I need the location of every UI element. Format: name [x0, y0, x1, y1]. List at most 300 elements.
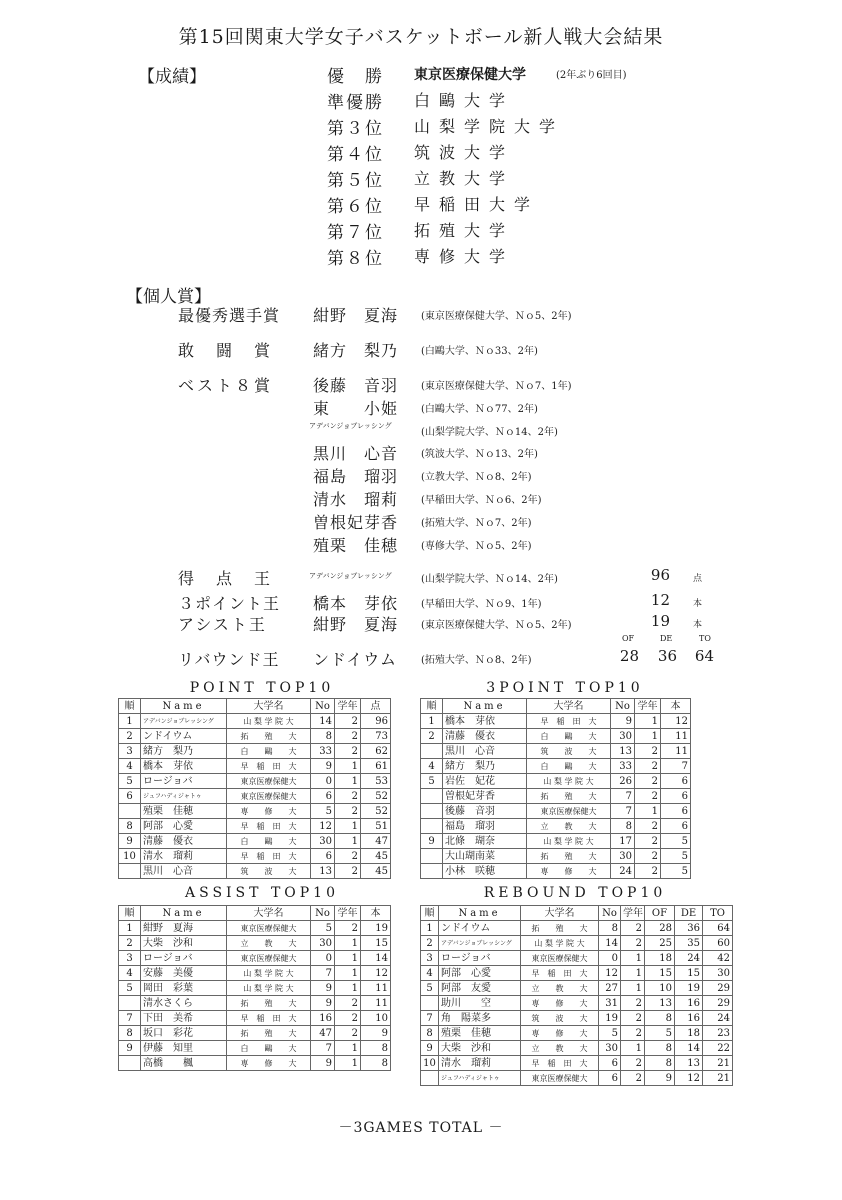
- table-header-cell: No: [311, 699, 335, 714]
- table-cell: 24: [703, 1011, 733, 1026]
- table-cell: 東京医療保健大: [227, 789, 311, 804]
- table-row: [119, 789, 391, 804]
- table-cell: 筑 波 大: [521, 1011, 599, 1026]
- best8-player-name: 曽根妃芽香: [313, 513, 399, 532]
- three-table-title: 3POINT TOP10: [486, 680, 644, 696]
- table-cell: 2: [335, 714, 361, 729]
- rebound-to: 64: [694, 647, 714, 665]
- table-cell: 5: [661, 849, 691, 864]
- table-row: [421, 819, 691, 834]
- table-cell: 山 梨 学 院 大: [227, 966, 311, 981]
- table-cell: 10: [645, 981, 675, 996]
- table-cell: 8: [645, 1056, 675, 1071]
- table-cell: 35: [675, 936, 703, 951]
- table-cell: 12: [361, 966, 391, 981]
- table-cell: 山 梨 学 院 大: [527, 834, 611, 849]
- table-cell: 筑 波 大: [227, 864, 311, 879]
- table-cell: [421, 804, 443, 819]
- table-cell: 山 梨 学 院 大: [227, 714, 311, 729]
- table-cell: 後藤 音羽: [443, 804, 527, 819]
- table-cell: 早 稲 田 大: [521, 966, 599, 981]
- table-row: [119, 729, 391, 744]
- table-cell: 31: [599, 996, 621, 1011]
- table-cell: 13: [645, 996, 675, 1011]
- table-cell: 12: [599, 966, 621, 981]
- table-cell: アデバンジョブレッシング: [141, 714, 227, 729]
- table-header-cell: 大学名: [521, 906, 599, 921]
- table-cell: 6: [661, 789, 691, 804]
- table-cell: 9: [311, 1056, 335, 1071]
- table-cell: 紺野 夏海: [141, 921, 227, 936]
- table-cell: 2: [421, 936, 439, 951]
- table-cell: 清水さくら: [141, 996, 227, 1011]
- table-cell: 2: [335, 1026, 361, 1041]
- table-cell: 坂口 彩花: [141, 1026, 227, 1041]
- table-header-cell: 順: [421, 906, 439, 921]
- table-cell: 山 梨 学 院 大: [227, 981, 311, 996]
- table-cell: 22: [703, 1041, 733, 1056]
- table-cell: ロージョバ: [141, 951, 227, 966]
- table-cell: 3: [421, 951, 439, 966]
- table-row: [421, 789, 691, 804]
- table-cell: 下田 美希: [141, 1011, 227, 1026]
- table-row: [119, 996, 391, 1011]
- rank-label: 第３位: [327, 119, 384, 139]
- table-cell: 清藤 優衣: [141, 834, 227, 849]
- table-cell: 白 鷗 大: [527, 729, 611, 744]
- table-header-cell: Name: [439, 906, 521, 921]
- table-cell: 伊藤 知里: [141, 1041, 227, 1056]
- table-cell: 2: [621, 1071, 645, 1086]
- table-cell: 1: [635, 714, 661, 729]
- table-cell: 7: [421, 1011, 439, 1026]
- table-cell: 3: [119, 744, 141, 759]
- table-cell: 拓 殖 大: [521, 921, 599, 936]
- table-row: [421, 729, 691, 744]
- table-cell: 2: [621, 921, 645, 936]
- table-cell: 14: [311, 714, 335, 729]
- table-cell: 73: [361, 729, 391, 744]
- table-cell: 1: [119, 921, 141, 936]
- table-cell: 4: [119, 759, 141, 774]
- three-unit: 本: [693, 599, 703, 609]
- table-row: [421, 744, 691, 759]
- table-row: [119, 834, 391, 849]
- table-cell: 0: [311, 774, 335, 789]
- rank-school: 白鷗大学: [414, 91, 515, 110]
- table-cell: 7: [119, 1011, 141, 1026]
- table-cell: 白 鷗 大: [227, 1041, 311, 1056]
- table-cell: 1: [335, 774, 361, 789]
- table-cell: 北條 瑚奈: [443, 834, 527, 849]
- table-cell: 助川 空: [439, 996, 521, 1011]
- table-cell: 2: [119, 729, 141, 744]
- table-cell: 2: [621, 936, 645, 951]
- table-cell: ンドイウム: [141, 729, 227, 744]
- table-cell: 8: [611, 819, 635, 834]
- table-cell: 2: [119, 936, 141, 951]
- table-header-cell: No: [611, 699, 635, 714]
- table-cell: 5: [599, 1026, 621, 1041]
- table-cell: 2: [421, 729, 443, 744]
- results-heading: 【成績】: [138, 67, 206, 87]
- table-row: [421, 804, 691, 819]
- table-cell: 1: [335, 951, 361, 966]
- rebound-table-title: REBOUND TOP10: [483, 885, 667, 901]
- rank-label: 第７位: [327, 223, 384, 243]
- mvp-label: 最優秀選手賞: [178, 306, 281, 325]
- rank-note: (2年ぶり6回目): [556, 70, 627, 81]
- table-header-cell: 順: [119, 906, 141, 921]
- table-cell: 30: [311, 834, 335, 849]
- rebound-of: 28: [619, 647, 639, 665]
- table-cell: 大柴 沙和: [439, 1041, 521, 1056]
- table-cell: 13: [311, 864, 335, 879]
- table-cell: 36: [675, 921, 703, 936]
- table-cell: 29: [703, 996, 733, 1011]
- table-cell: 24: [611, 864, 635, 879]
- table-cell: 45: [361, 864, 391, 879]
- table-header-cell: DE: [675, 906, 703, 921]
- table-cell: 早 稲 田 大: [227, 1011, 311, 1026]
- table-row: [421, 834, 691, 849]
- table-cell: 33: [611, 759, 635, 774]
- table-cell: 立 教 大: [527, 819, 611, 834]
- table-cell: 早 稲 田 大: [521, 1056, 599, 1071]
- table-cell: 緒方 梨乃: [141, 744, 227, 759]
- table-cell: 8: [311, 729, 335, 744]
- table-row: [119, 849, 391, 864]
- best8-player-name: 東 小姫: [313, 399, 399, 418]
- table-cell: [421, 996, 439, 1011]
- table-cell: [119, 864, 141, 879]
- table-cell: 山 梨 学 院 大: [527, 774, 611, 789]
- table-cell: 2: [621, 1026, 645, 1041]
- table-cell: 28: [645, 921, 675, 936]
- table-cell: 2: [335, 864, 361, 879]
- rank-school: 立教大学: [414, 169, 515, 188]
- table-cell: 安藤 美優: [141, 966, 227, 981]
- best8-player-info: (東京医療保健大学、Ｎｏ7、1年): [421, 381, 572, 392]
- assist-value: 19: [650, 612, 670, 630]
- table-row: [421, 966, 733, 981]
- fighting-label: 敢 闘 賞: [178, 341, 274, 360]
- table-cell: 11: [661, 744, 691, 759]
- table-cell: 6: [599, 1071, 621, 1086]
- table-cell: 早 稲 田 大: [227, 819, 311, 834]
- table-cell: 8: [599, 921, 621, 936]
- table-header-cell: 順: [119, 699, 141, 714]
- fighting-name: 緒方 梨乃: [313, 341, 399, 360]
- table-cell: 64: [703, 921, 733, 936]
- table-cell: 13: [611, 744, 635, 759]
- table-cell: 7: [311, 966, 335, 981]
- table-cell: 2: [335, 804, 361, 819]
- table-row: [421, 849, 691, 864]
- table-header-row: [119, 906, 391, 921]
- table-cell: 1: [335, 966, 361, 981]
- table-cell: 9: [311, 996, 335, 1011]
- best8-player-info: (立教大学、Ｎｏ8、2年): [421, 472, 532, 483]
- table-cell: 51: [361, 819, 391, 834]
- table-cell: ジュフハディジャトゥ: [141, 789, 227, 804]
- table-cell: 専 修 大: [227, 1056, 311, 1071]
- rebound-info: (拓殖大学、Ｎｏ8、2年): [421, 655, 532, 666]
- table-cell: 33: [311, 744, 335, 759]
- assist-table-title: ASSIST TOP10: [184, 885, 339, 901]
- table-cell: 阿部 心愛: [439, 966, 521, 981]
- table-header-cell: No: [599, 906, 621, 921]
- table-cell: 1: [335, 981, 361, 996]
- assist-label: アシスト王: [178, 615, 267, 634]
- table-cell: 2: [335, 921, 361, 936]
- table-row: [421, 1026, 733, 1041]
- table-row: [119, 936, 391, 951]
- table-cell: 6: [311, 849, 335, 864]
- table-cell: 白 鷗 大: [527, 759, 611, 774]
- table-cell: [421, 744, 443, 759]
- table-cell: 東京医療保健大: [521, 1071, 599, 1086]
- table-row: [421, 864, 691, 879]
- table-cell: 10: [119, 849, 141, 864]
- table-header-cell: 学年: [621, 906, 645, 921]
- rank-school: 早稲田大学: [414, 195, 540, 214]
- table-row: [421, 951, 733, 966]
- table-cell: 47: [311, 1026, 335, 1041]
- table-cell: 4: [421, 759, 443, 774]
- table-cell: 2: [635, 864, 661, 879]
- table-cell: 45: [361, 849, 391, 864]
- table-cell: 早 稲 田 大: [227, 849, 311, 864]
- table-cell: ジュフハディジャトゥ: [439, 1071, 521, 1086]
- table-cell: 5: [311, 804, 335, 819]
- table-header-row: [421, 699, 691, 714]
- best8-player-name: 福島 瑠羽: [313, 467, 399, 486]
- table-cell: 11: [361, 981, 391, 996]
- table-cell: 8: [421, 1026, 439, 1041]
- best8-player-info: (山梨学院大学、Ｎｏ14、2年): [421, 427, 558, 438]
- table-cell: 53: [361, 774, 391, 789]
- table-cell: 橋本 芽依: [141, 759, 227, 774]
- table-header-cell: TO: [703, 906, 733, 921]
- table-cell: 14: [361, 951, 391, 966]
- table-cell: 8: [361, 1041, 391, 1056]
- table-header-cell: Name: [141, 906, 227, 921]
- table-cell: 9: [611, 714, 635, 729]
- rebound-to-header: TO: [699, 634, 711, 643]
- best8-label: ベスト８賞: [178, 376, 274, 395]
- table-row: [119, 1026, 391, 1041]
- table-cell: 1: [335, 1056, 361, 1071]
- table-row: [119, 714, 391, 729]
- table-cell: 2: [635, 834, 661, 849]
- table-cell: 1: [335, 834, 361, 849]
- scoring-name: アデバンジョブレッシング: [309, 572, 392, 580]
- table-cell: 10: [421, 1056, 439, 1071]
- table-cell: 1: [421, 714, 443, 729]
- table-cell: 2: [635, 819, 661, 834]
- rank-label: 準優勝: [327, 93, 384, 113]
- table-cell: 大山瑚南菜: [443, 849, 527, 864]
- best8-player-info: (筑波大学、Ｎｏ13、2年): [421, 449, 538, 460]
- table-cell: 阿部 友愛: [439, 981, 521, 996]
- best8-player-info: (専修大学、Ｎｏ5、2年): [421, 541, 532, 552]
- table-cell: 12: [311, 819, 335, 834]
- table-cell: 2: [335, 744, 361, 759]
- table-cell: 1: [621, 966, 645, 981]
- table-row: [421, 936, 733, 951]
- table-cell: 3: [119, 951, 141, 966]
- rank-label: 第６位: [327, 197, 384, 217]
- table-cell: 拓 殖 大: [227, 996, 311, 1011]
- table-cell: 62: [361, 744, 391, 759]
- table-cell: 東京医療保健大: [521, 951, 599, 966]
- table-cell: 清水 瑠莉: [439, 1056, 521, 1071]
- table-cell: 清水 瑠莉: [141, 849, 227, 864]
- scoring-info: (山梨学院大学、Ｎｏ14、2年): [421, 574, 558, 585]
- table-cell: 19: [599, 1011, 621, 1026]
- table-cell: 14: [599, 936, 621, 951]
- table-cell: 9: [311, 759, 335, 774]
- table-cell: 白 鷗 大: [227, 834, 311, 849]
- table-cell: 8: [119, 1026, 141, 1041]
- table-cell: 小林 咲穂: [443, 864, 527, 879]
- rank-school: 東京医療保健大学: [414, 67, 526, 83]
- table-cell: 2: [335, 849, 361, 864]
- table-cell: 30: [703, 966, 733, 981]
- table-cell: 1: [635, 804, 661, 819]
- table-row: [119, 744, 391, 759]
- table-cell: 23: [703, 1026, 733, 1041]
- table-cell: 9: [119, 1041, 141, 1056]
- table-cell: 2: [635, 849, 661, 864]
- table-cell: 専 修 大: [527, 864, 611, 879]
- table-cell: 21: [703, 1071, 733, 1086]
- table-row: [421, 759, 691, 774]
- best8-player-name: 後藤 音羽: [313, 376, 399, 395]
- table-row: [421, 774, 691, 789]
- table-header-cell: 学年: [335, 906, 361, 921]
- table-cell: 30: [599, 1041, 621, 1056]
- table-header-cell: 点: [361, 699, 391, 714]
- table-cell: 11: [661, 729, 691, 744]
- table-cell: 24: [675, 951, 703, 966]
- rank-label: 優 勝: [327, 67, 384, 87]
- table-cell: 17: [611, 834, 635, 849]
- table-cell: 1: [335, 936, 361, 951]
- table-cell: [421, 1071, 439, 1086]
- three-value: 12: [650, 591, 670, 609]
- table-row: [119, 921, 391, 936]
- table-cell: 19: [675, 981, 703, 996]
- table-cell: [119, 996, 141, 1011]
- table-header-cell: OF: [645, 906, 675, 921]
- point-top10-table: [118, 698, 391, 879]
- rebound-de-header: DE: [660, 634, 673, 643]
- table-cell: 阿部 心愛: [141, 819, 227, 834]
- table-cell: 専 修 大: [521, 996, 599, 1011]
- rank-school: 専修大学: [414, 247, 515, 266]
- table-cell: 6: [311, 789, 335, 804]
- rebound-of-header: OF: [622, 634, 635, 643]
- table-row: [421, 921, 733, 936]
- table-cell: [119, 1056, 141, 1071]
- table-cell: 12: [661, 714, 691, 729]
- table-header-cell: No: [311, 906, 335, 921]
- table-header-cell: 学年: [635, 699, 661, 714]
- table-cell: 9: [311, 981, 335, 996]
- table-cell: 18: [675, 1026, 703, 1041]
- table-cell: 16: [675, 996, 703, 1011]
- table-cell: 0: [599, 951, 621, 966]
- table-cell: 9: [421, 834, 443, 849]
- table-row: [119, 819, 391, 834]
- table-cell: 9: [421, 1041, 439, 1056]
- best8-player-name: 清水 瑠莉: [313, 490, 399, 509]
- table-cell: 2: [335, 729, 361, 744]
- table-cell: 1: [335, 819, 361, 834]
- table-row: [119, 864, 391, 879]
- table-cell: 拓 殖 大: [527, 849, 611, 864]
- table-cell: 専 修 大: [521, 1026, 599, 1041]
- table-header-row: [421, 906, 733, 921]
- table-cell: 29: [703, 981, 733, 996]
- table-cell: 11: [361, 996, 391, 1011]
- table-row: [421, 1041, 733, 1056]
- table-cell: 5: [421, 774, 443, 789]
- table-cell: 角 陽菜多: [439, 1011, 521, 1026]
- point-table-title: POINT TOP10: [189, 680, 335, 696]
- assist-info: (東京医療保健大学、Ｎｏ5、2年): [421, 620, 572, 631]
- table-cell: 8: [361, 1056, 391, 1071]
- table-row: [119, 1056, 391, 1071]
- table-row: [119, 804, 391, 819]
- table-cell: 橋本 芽依: [443, 714, 527, 729]
- best8-player-name: 殖栗 佳穂: [313, 536, 399, 555]
- table-cell: 福島 瑠羽: [443, 819, 527, 834]
- table-row: [119, 951, 391, 966]
- table-row: [119, 981, 391, 996]
- table-cell: 13: [675, 1056, 703, 1071]
- table-cell: 拓 殖 大: [227, 1026, 311, 1041]
- rebound-label: リバウンド王: [178, 650, 280, 669]
- table-header-cell: 本: [661, 699, 691, 714]
- assist-top10-table: [118, 905, 391, 1071]
- table-cell: 47: [361, 834, 391, 849]
- rebound-de: 36: [657, 647, 677, 665]
- rank-school: 山梨学院大学: [414, 117, 565, 136]
- table-cell: 1: [635, 729, 661, 744]
- table-cell: 6: [661, 804, 691, 819]
- table-cell: 早 稲 田 大: [227, 759, 311, 774]
- table-cell: 60: [703, 936, 733, 951]
- footer-note: －3GAMES TOTAL －: [338, 1120, 504, 1136]
- table-cell: 立 教 大: [521, 981, 599, 996]
- table-cell: 拓 殖 大: [227, 729, 311, 744]
- table-cell: 2: [621, 996, 645, 1011]
- table-header-cell: 順: [421, 699, 443, 714]
- table-cell: 立 教 大: [227, 936, 311, 951]
- table-cell: 18: [645, 951, 675, 966]
- table-cell: 8: [645, 1041, 675, 1056]
- table-cell: [421, 849, 443, 864]
- best8-player-name: 黒川 心音: [313, 444, 399, 463]
- table-cell: アデバンジョブレッシング: [439, 936, 521, 951]
- table-cell: 15: [675, 966, 703, 981]
- table-cell: 9: [119, 834, 141, 849]
- assist-name: 紺野 夏海: [313, 615, 399, 634]
- table-header-cell: 大学名: [227, 906, 311, 921]
